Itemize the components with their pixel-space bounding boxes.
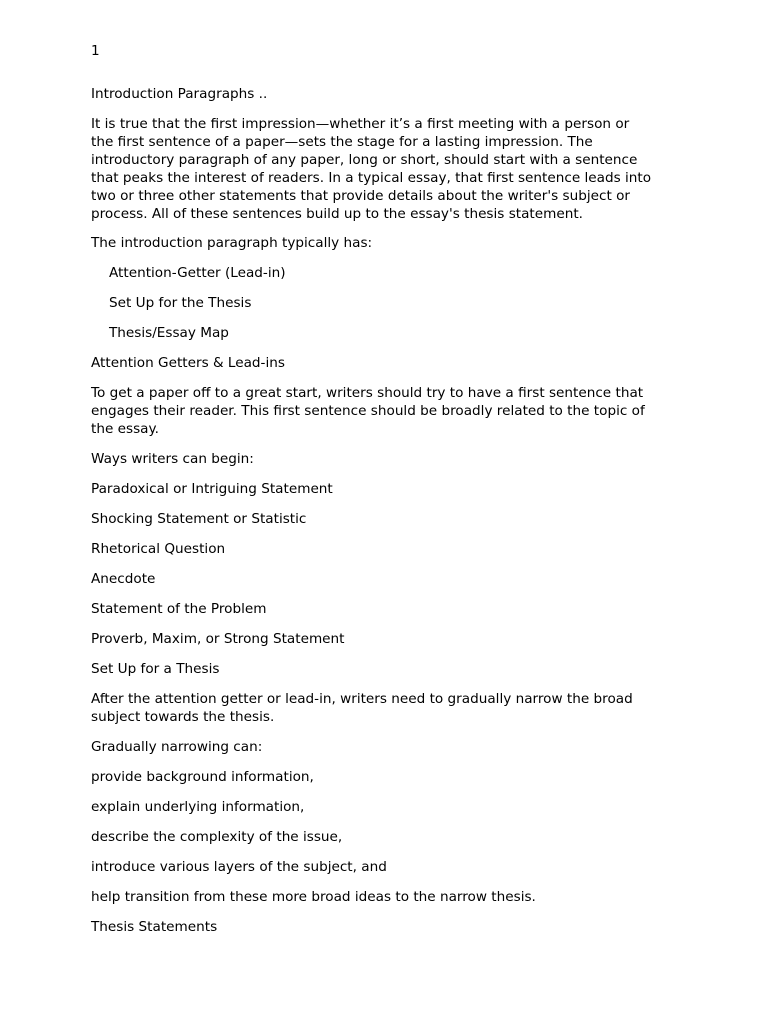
way-item: Paradoxical or Intriguing Statement xyxy=(91,481,333,497)
narrowing-intro-text: Gradually narrowing can: xyxy=(91,739,263,755)
attention-paragraph-line: engages their reader. This first sentence should be broadly related to the topic of xyxy=(91,403,645,419)
heading-introduction-paragraphs: Introduction Paragraphs .. xyxy=(91,86,268,102)
intro-paragraph-line: It is true that the first impression—whether it’s a first meeting with a person or xyxy=(91,116,630,132)
typical-item-attention-getter: Attention-Getter (Lead-in) xyxy=(109,265,286,281)
attention-paragraph-line: To get a paper off to a great start, writers should try to have a first sentence that xyxy=(91,385,644,401)
setup-paragraph-line: After the attention getter or lead-in, writers need to gradually narrow the broad xyxy=(91,691,633,707)
intro-paragraph xyxy=(91,115,691,223)
intro-paragraph-line: process. All of these sentences build up to the essay's thesis statement. xyxy=(91,206,583,222)
setup-paragraph xyxy=(91,690,691,726)
heading-attention-getters: Attention Getters & Lead-ins xyxy=(91,355,285,371)
narrowing-item: provide background information, xyxy=(91,769,314,785)
typically-has-text: The introduction paragraph typically has: xyxy=(91,235,373,251)
intro-paragraph-line: introductory paragraph of any paper, long or short, should start with a sentence xyxy=(91,152,638,168)
way-item: Statement of the Problem xyxy=(91,601,267,617)
way-item: Anecdote xyxy=(91,571,156,587)
typical-item-set-up-thesis: Set Up for the Thesis xyxy=(109,295,252,311)
narrowing-item: explain underlying information, xyxy=(91,799,305,815)
way-item: Proverb, Maxim, or Strong Statement xyxy=(91,631,345,647)
page-number: 1 xyxy=(91,43,100,59)
heading-set-up-thesis: Set Up for a Thesis xyxy=(91,661,220,677)
setup-paragraph-line: subject towards the thesis. xyxy=(91,709,275,725)
intro-paragraph-line: the first sentence of a paper—sets the stage for a lasting impression. The xyxy=(91,134,593,150)
intro-paragraph-line: two or three other statements that provide details about the writer's subject or xyxy=(91,188,631,204)
narrowing-item: help transition from these more broad ideas to the narrow thesis. xyxy=(91,889,536,905)
attention-paragraph xyxy=(91,384,691,438)
narrowing-item: describe the complexity of the issue, xyxy=(91,829,343,845)
typical-item-thesis-essay-map: Thesis/Essay Map xyxy=(109,325,229,341)
heading-thesis-statements: Thesis Statements xyxy=(91,919,218,935)
narrowing-item: introduce various layers of the subject, and xyxy=(91,859,387,875)
attention-paragraph-line: the essay. xyxy=(91,421,159,437)
intro-paragraph-line: that peaks the interest of readers. In a typical essay, that first sentence leads into xyxy=(91,170,652,186)
way-item: Shocking Statement or Statistic xyxy=(91,511,307,527)
ways-intro-text: Ways writers can begin: xyxy=(91,451,254,467)
way-item: Rhetorical Question xyxy=(91,541,226,557)
